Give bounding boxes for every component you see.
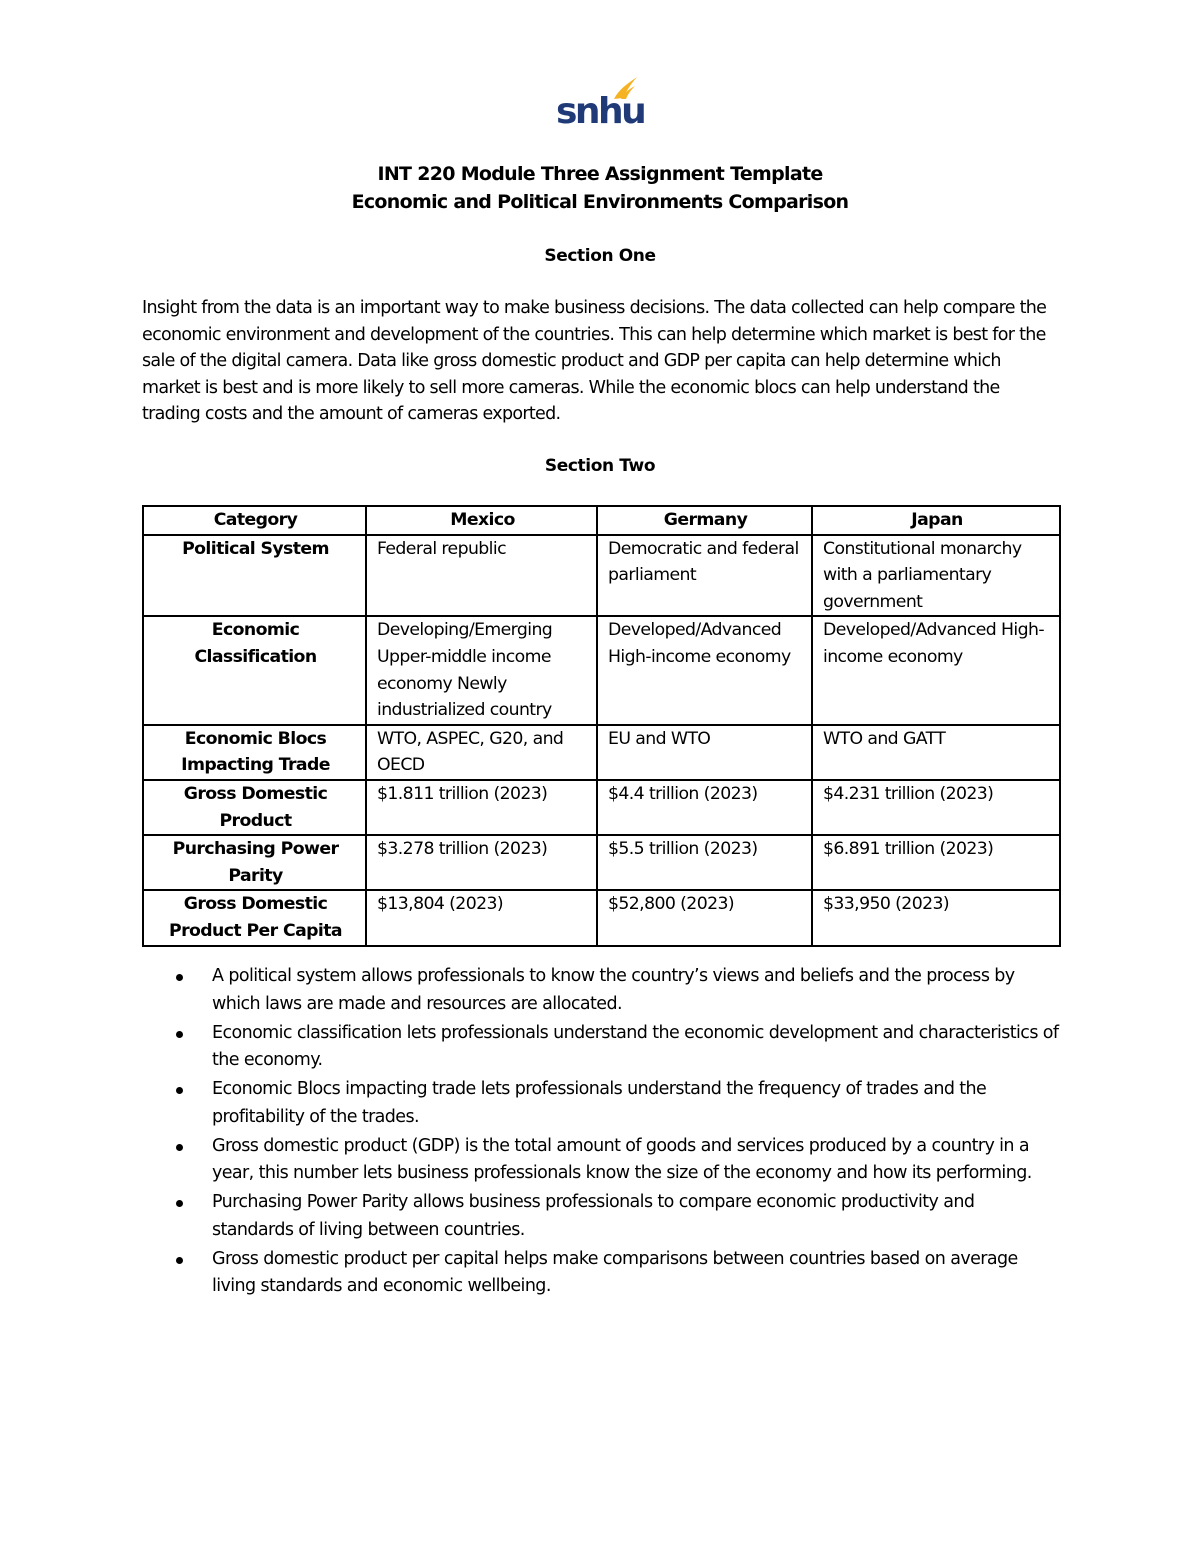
bullet-icon	[176, 1144, 183, 1151]
list-item-text: Purchasing Power Parity allows business professionals to compare economic productivity and standards of living between countries.	[212, 1192, 975, 1240]
cell-mexico: Federal republic	[366, 535, 597, 617]
header-germany: Germany	[597, 506, 812, 535]
list-item-text: Gross domestic product (GDP) is the total amount of goods and services produced by a country in a year, this number lets business professionals know the size of the economy and how its performing.	[212, 1135, 1032, 1183]
cell-japan: $6.891 trillion (2023)	[812, 835, 1060, 890]
cell-germany: EU and WTO	[597, 725, 812, 780]
explanation-list	[170, 963, 1060, 1302]
row-category: Economic Blocs Impacting Trade	[143, 725, 366, 780]
cell-germany: $52,800 (2023)	[597, 890, 812, 945]
row-category: Gross Domestic Product Per Capita	[143, 890, 366, 945]
row-category: Economic Classification	[143, 616, 366, 724]
cell-mexico: $13,804 (2023)	[366, 890, 597, 945]
cell-japan: Developed/Advanced High-income economy	[812, 616, 1060, 724]
table-header-row	[143, 506, 1060, 535]
cell-germany: Democratic and federal parliament	[597, 535, 812, 617]
bullet-icon	[176, 974, 183, 981]
table-row	[143, 835, 1060, 890]
bullet-icon	[176, 1087, 183, 1094]
table-row	[143, 780, 1060, 835]
cell-japan: Constitutional monarchy with a parliamentary government	[812, 535, 1060, 617]
title-line-1: INT 220 Module Three Assignment Template	[377, 163, 823, 185]
table-row	[143, 725, 1060, 780]
list-item-text: Gross domestic product per capital helps make comparisons between countries based on average living standards and economic wellbeing.	[212, 1248, 1018, 1296]
table-row	[143, 890, 1060, 945]
list-item-text: Economic Blocs impacting trade lets professionals understand the frequency of trades and the profitability of the trades.	[212, 1079, 987, 1127]
cell-germany: Developed/Advanced High-income economy	[597, 616, 812, 724]
list-item-text: Economic classification lets professionals understand the economic development and characteristics of the economy.	[212, 1022, 1059, 1070]
header-mexico: Mexico	[366, 506, 597, 535]
cell-mexico: Developing/Emerging Upper-middle income economy Newly industrialized country	[366, 616, 597, 724]
list-item	[170, 1246, 1060, 1301]
bullet-icon	[176, 1031, 183, 1038]
logo-wordmark: snhu	[556, 91, 645, 132]
title-line-2: Economic and Political Environments Comparison	[351, 191, 849, 213]
cell-mexico: $3.278 trillion (2023)	[366, 835, 597, 890]
header-category: Category	[143, 506, 366, 535]
list-item	[170, 1076, 1060, 1131]
table-row	[143, 616, 1060, 724]
table-row	[143, 535, 1060, 617]
list-item-text: A political system allows professionals to know the country’s views and beliefs and the process by which laws are made and resources are allocated.	[212, 966, 1015, 1014]
list-item	[170, 1133, 1060, 1188]
snhu-logo	[556, 74, 645, 134]
bullet-icon	[176, 1200, 183, 1207]
document-title	[0, 160, 1200, 216]
row-category: Gross Domestic Product	[143, 780, 366, 835]
bullet-icon	[176, 1257, 183, 1264]
row-category: Political System	[143, 535, 366, 617]
row-category: Purchasing Power Parity	[143, 835, 366, 890]
cell-mexico: $1.811 trillion (2023)	[366, 780, 597, 835]
section-one-heading: Section One	[544, 246, 656, 266]
header-japan: Japan	[812, 506, 1060, 535]
cell-germany: $5.5 trillion (2023)	[597, 835, 812, 890]
cell-japan: WTO and GATT	[812, 725, 1060, 780]
cell-mexico: WTO, ASPEC, G20, and OECD	[366, 725, 597, 780]
cell-japan: $4.231 trillion (2023)	[812, 780, 1060, 835]
section-two-heading: Section Two	[544, 456, 656, 476]
cell-japan: $33,950 (2023)	[812, 890, 1060, 945]
section-one-paragraph: Insight from the data is an important way to make business decisions. The data collected can help compare the economic environment and development of the countries. This can help determine which market is best for the sale of the digital camera. Data like gross domestic product and GDP per capita can help determine which market is best and is more likely to sell more cameras. While the economic blocs can help understand the trading costs and the amount of cameras exported.	[142, 298, 1047, 425]
cell-germany: $4.4 trillion (2023)	[597, 780, 812, 835]
comparison-table	[142, 505, 1061, 947]
list-item	[170, 963, 1060, 1018]
list-item	[170, 1189, 1060, 1244]
list-item	[170, 1020, 1060, 1075]
